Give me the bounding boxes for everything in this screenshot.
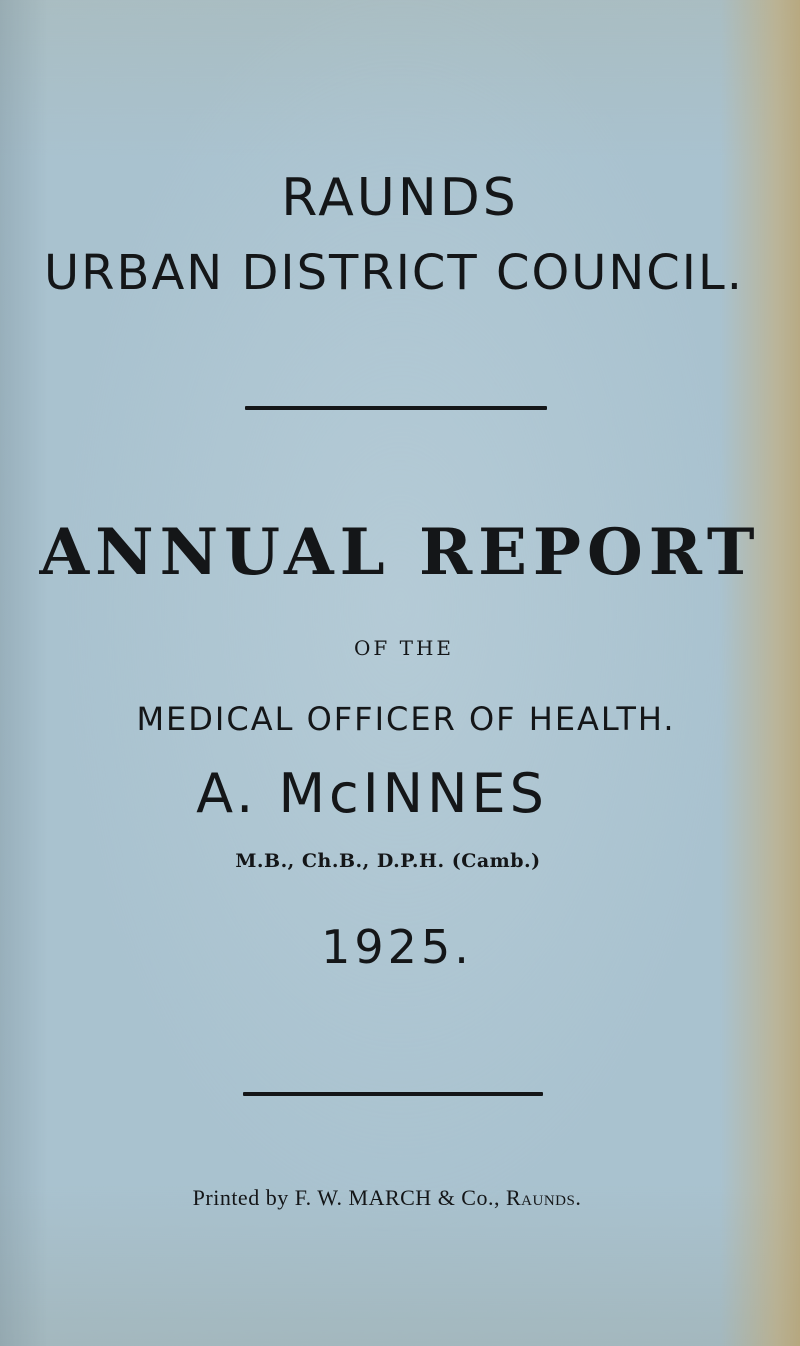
town-name: RAUNDS (281, 168, 519, 228)
printer-imprint (0, 1185, 787, 1211)
officer-qualifications: M.B., Ch.B., D.P.H. (Camb.) (235, 850, 541, 872)
of-the-text: OF THE (353, 636, 454, 660)
report-year: 1925. (321, 920, 473, 974)
report-title: ANNUAL REPORT (39, 515, 761, 590)
officer-title: MEDICAL OFFICER OF HEALTH. (136, 700, 676, 738)
top-divider-rule (245, 406, 547, 410)
printer-place: Raunds. (505, 1185, 582, 1210)
council-name: URBAN DISTRICT COUNCIL. (44, 245, 744, 301)
printer-credit: Printed by F. W. MARCH & Co., (192, 1185, 500, 1210)
officer-name: A. McINNES (196, 762, 548, 825)
bottom-divider-rule (243, 1092, 543, 1096)
